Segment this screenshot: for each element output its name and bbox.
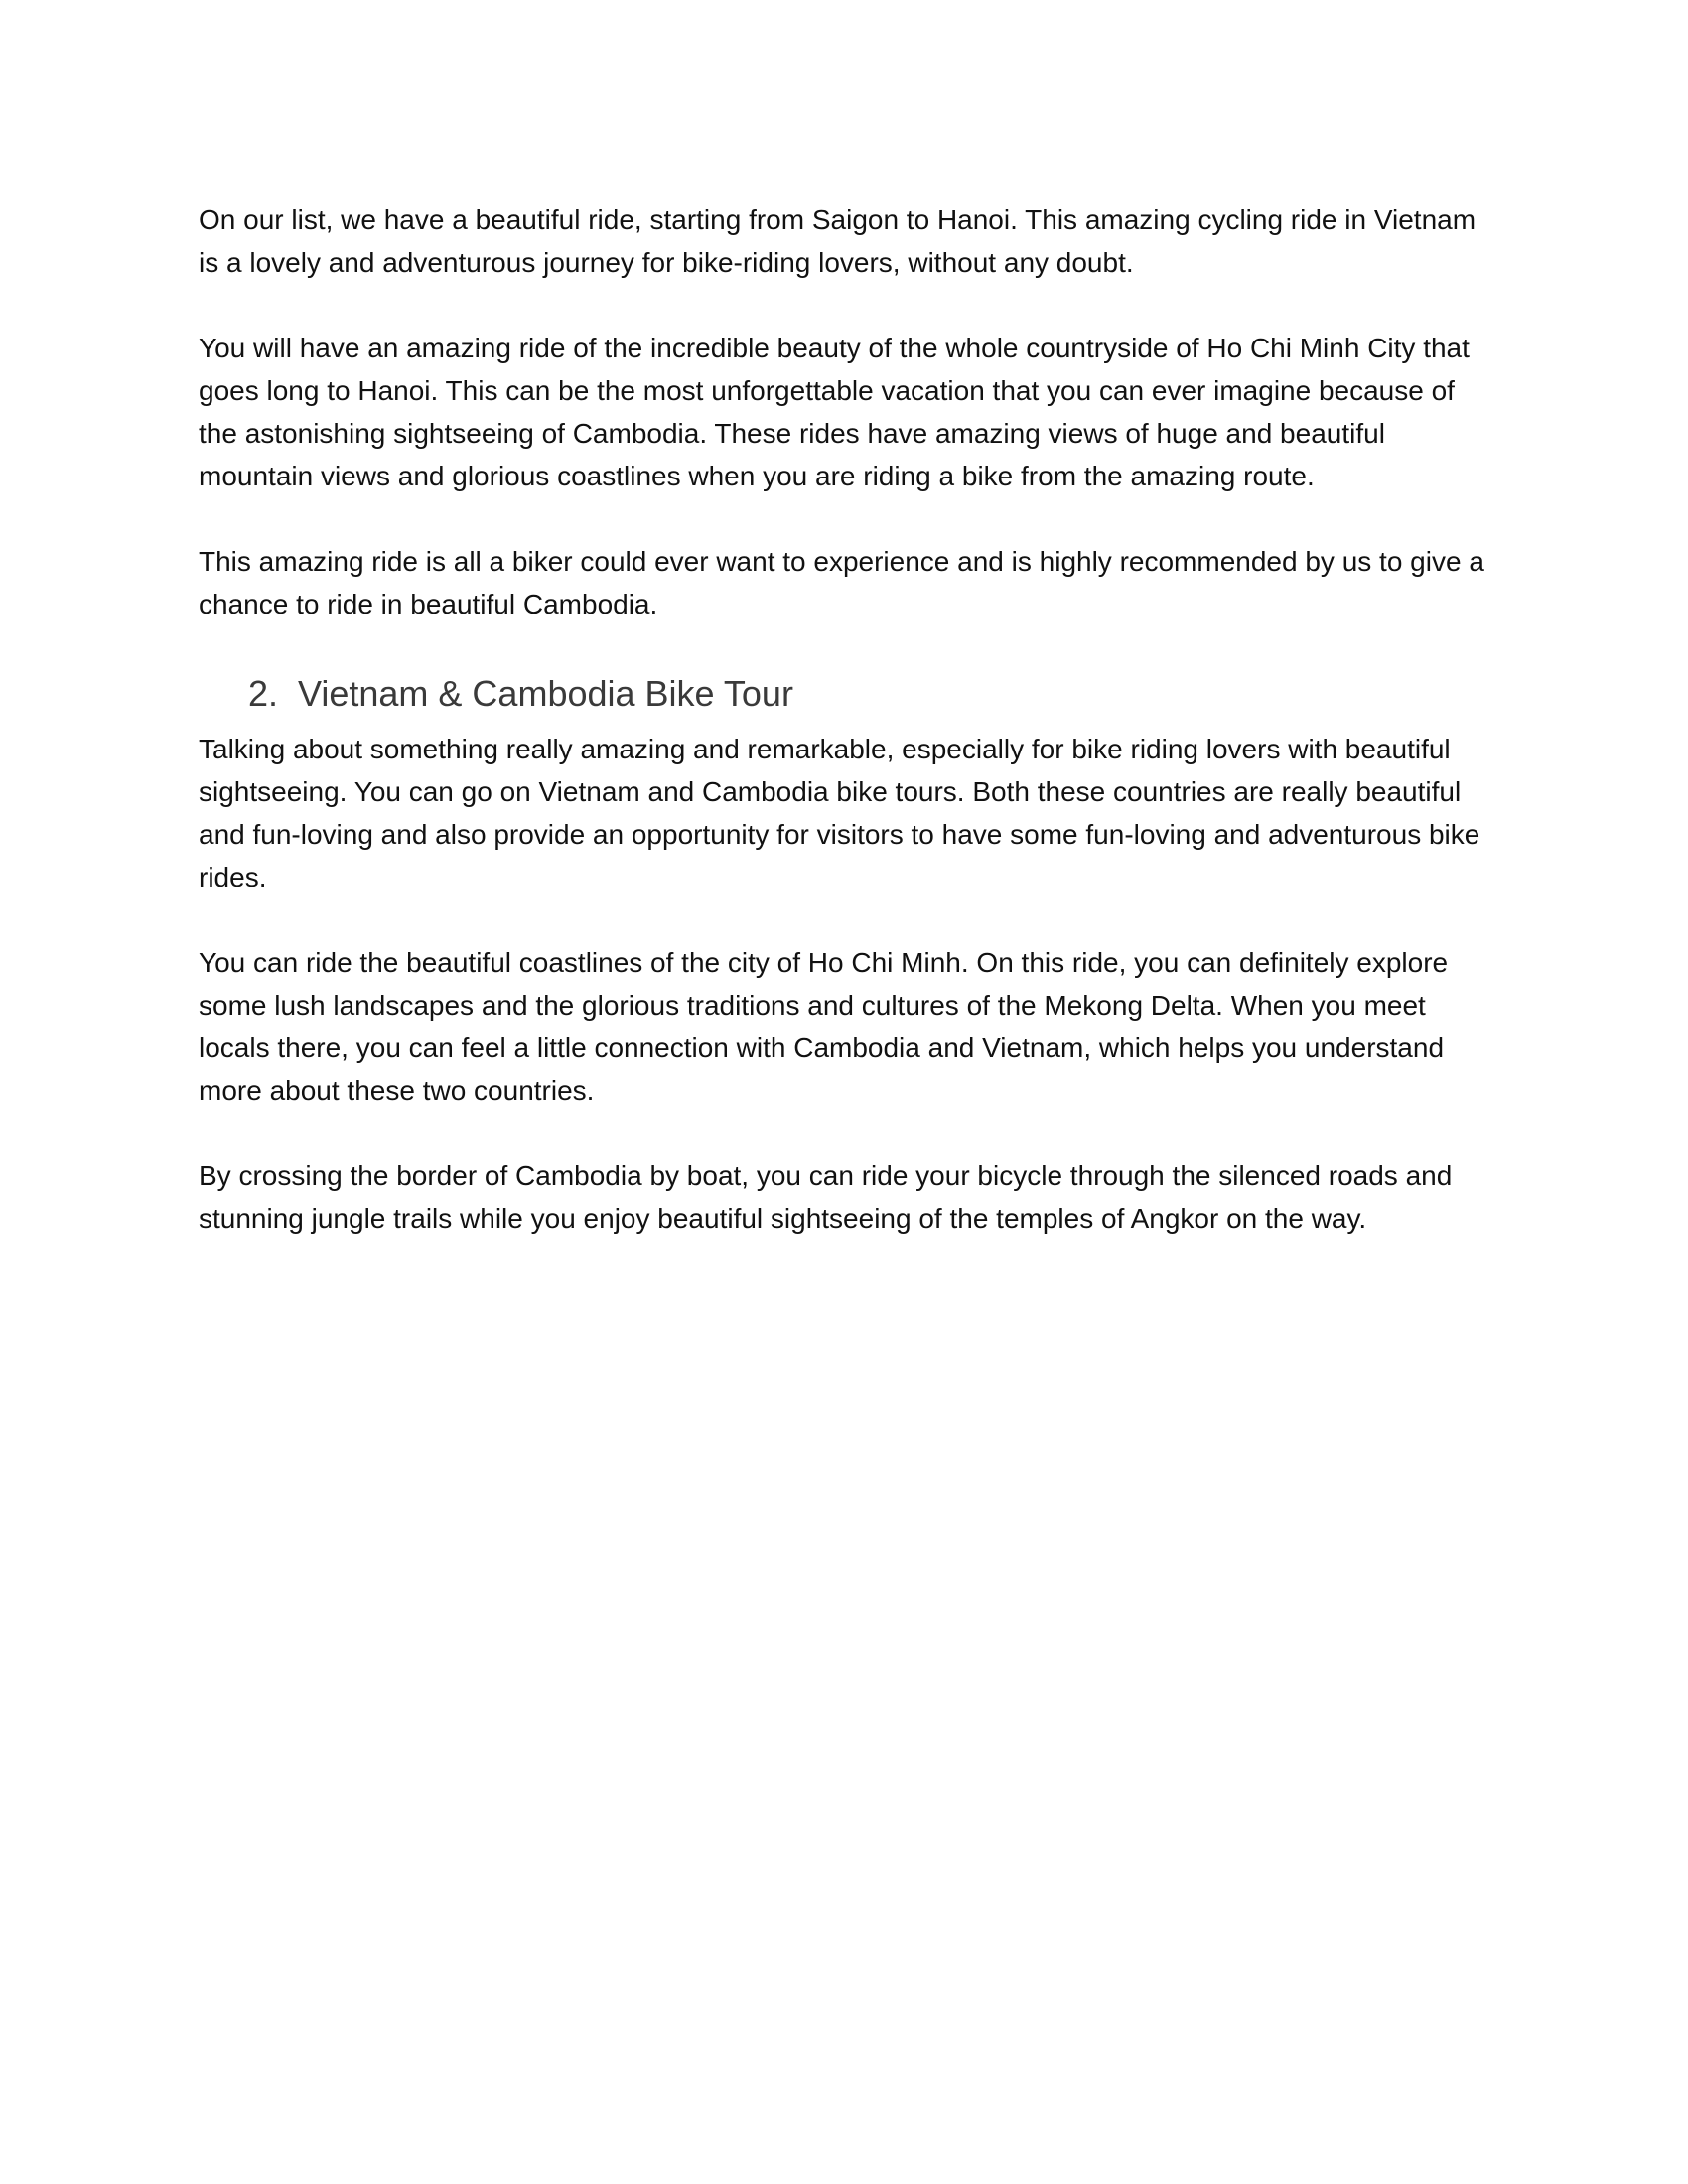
paragraph-recommendation: This amazing ride is all a biker could ever want to experience and is highly recommended by us to give a chance to ride in beautiful Cambodia. [199,546,1484,619]
paragraph-saigon-hanoi: On our list, we have a beautiful ride, starting from Saigon to Hanoi. This amazing cycling ride in Vietnam is a lovely and adventurous journey for bike-riding lovers, without any doubt. [199,205,1477,278]
paragraph-countryside: You will have an amazing ride of the incredible beauty of the whole countryside of Ho Chi Minh City that goes long to Hanoi. This can be the most unforgettable vacation that you can ever imagine because of the astonishing sightseeing of Cambodia. These rides have amazing views of huge and beautiful mountain views and glorious coastlines when you are riding a bike from the amazing route. [199,333,1470,491]
paragraph-mekong-delta: You can ride the beautiful coastlines of the city of Ho Chi Minh. On this ride, you can definitely explore some lush landscapes and the glorious traditions and cultures of the Mekong Delta. When you meet locals there, you can feel a little connection with Cambodia and Vietnam, which helps you understand more about these two countries. [199,947,1449,1106]
paragraph-angkor: By crossing the border of Cambodia by boat, you can ride your bicycle through the silenced roads and stunning jungle trails while you enjoy beautiful sightseeing of the temples of Angkor on the way. [199,1160,1453,1234]
paragraph-bike-tours: Talking about something really amazing and remarkable, especially for bike riding lovers with beautiful sightseeing. You can go on Vietnam and Cambodia bike tours. Both these countries are really beautiful and fun-loving and also provide an opportunity for visitors to have some fun-loving and adventurous bike rides. [199,734,1480,892]
document-body [199,199,1489,1283]
section-number: 2. [248,673,279,714]
section-heading [248,668,1489,720]
section-title: Vietnam & Cambodia Bike Tour [298,673,793,714]
